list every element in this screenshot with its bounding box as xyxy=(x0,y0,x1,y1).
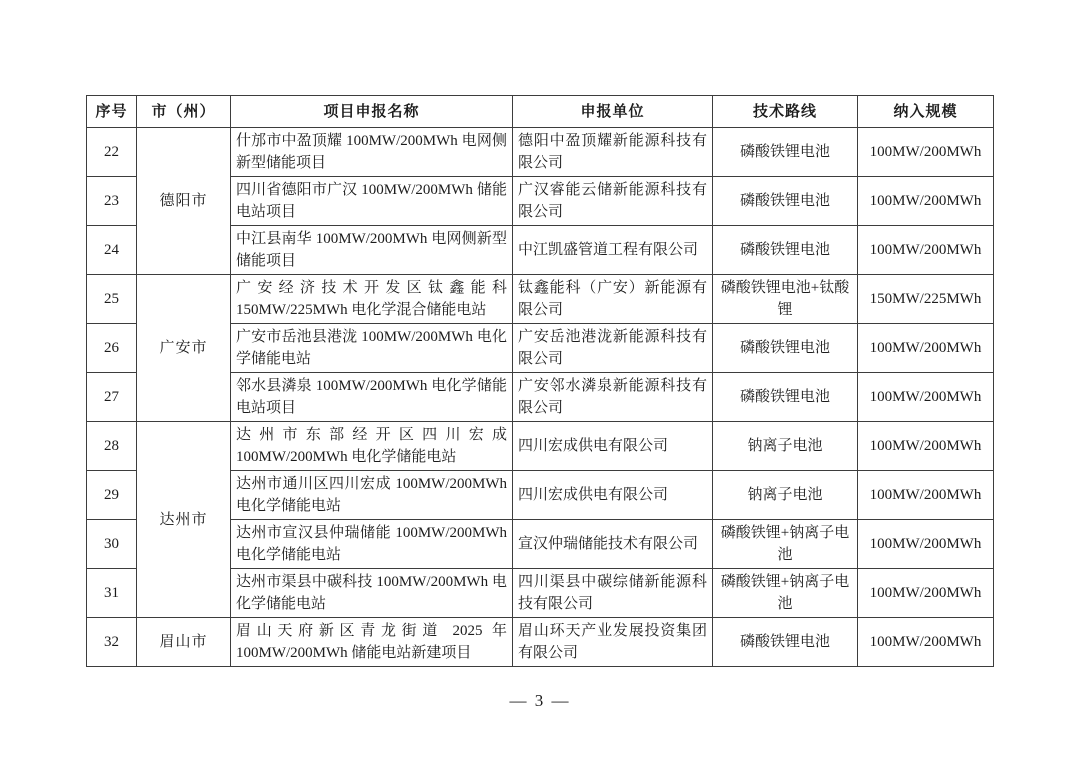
table-body xyxy=(87,128,994,667)
row-serial-number: 24 xyxy=(87,226,137,275)
applicant-cell: 广汉睿能云储新能源科技有限公司 xyxy=(513,177,713,226)
page-number: — 3 — xyxy=(509,691,571,710)
technology-cell: 钠离子电池 xyxy=(713,422,858,471)
scale-cell: 150MW/225MWh xyxy=(858,275,994,324)
row-serial-number: 26 xyxy=(87,324,137,373)
table-row xyxy=(87,128,994,177)
row-serial-number: 31 xyxy=(87,569,137,618)
header-scale: 纳入规模 xyxy=(858,96,994,128)
project-name-cell: 什邡市中盈顶耀 100MW/200MWh 电网侧新型储能项目 xyxy=(231,128,513,177)
applicant-cell: 四川渠县中碳综储新能源科技有限公司 xyxy=(513,569,713,618)
table-row xyxy=(87,618,994,667)
scale-cell: 100MW/200MWh xyxy=(858,569,994,618)
technology-cell: 磷酸铁锂电池 xyxy=(713,324,858,373)
technology-cell: 磷酸铁锂电池 xyxy=(713,177,858,226)
project-name-cell: 达州市宣汉县仲瑞储能 100MW/200MWh 电化学储能电站 xyxy=(231,520,513,569)
header-project-name: 项目申报名称 xyxy=(231,96,513,128)
scale-cell: 100MW/200MWh xyxy=(858,226,994,275)
row-serial-number: 25 xyxy=(87,275,137,324)
technology-cell: 钠离子电池 xyxy=(713,471,858,520)
table-header xyxy=(87,96,994,128)
row-serial-number: 28 xyxy=(87,422,137,471)
city-cell: 德阳市 xyxy=(137,128,231,275)
technology-cell: 磷酸铁锂+钠离子电池 xyxy=(713,520,858,569)
project-name-cell: 达州市东部经开区四川宏成 100MW/200MWh 电化学储能电站 xyxy=(231,422,513,471)
row-serial-number: 22 xyxy=(87,128,137,177)
scale-cell: 100MW/200MWh xyxy=(858,520,994,569)
project-name-cell: 广安市岳池县港泷 100MW/200MWh 电化学储能电站 xyxy=(231,324,513,373)
project-name-cell: 达州市通川区四川宏成 100MW/200MWh 电化学储能电站 xyxy=(231,471,513,520)
header-row xyxy=(87,96,994,128)
header-city: 市（州） xyxy=(137,96,231,128)
scale-cell: 100MW/200MWh xyxy=(858,618,994,667)
scale-cell: 100MW/200MWh xyxy=(858,422,994,471)
applicant-cell: 宣汉仲瑞储能技术有限公司 xyxy=(513,520,713,569)
scale-cell: 100MW/200MWh xyxy=(858,373,994,422)
header-serial-number: 序号 xyxy=(87,96,137,128)
project-name-cell: 中江县南华 100MW/200MWh 电网侧新型储能项目 xyxy=(231,226,513,275)
city-cell: 眉山市 xyxy=(137,618,231,667)
table-row xyxy=(87,422,994,471)
projects-table xyxy=(86,95,994,667)
applicant-cell: 中江凯盛管道工程有限公司 xyxy=(513,226,713,275)
applicant-cell: 钛鑫能科（广安）新能源有限公司 xyxy=(513,275,713,324)
applicant-cell: 广安邻水潾泉新能源科技有限公司 xyxy=(513,373,713,422)
technology-cell: 磷酸铁锂电池 xyxy=(713,618,858,667)
technology-cell: 磷酸铁锂+钠离子电池 xyxy=(713,569,858,618)
applicant-cell: 四川宏成供电有限公司 xyxy=(513,422,713,471)
scale-cell: 100MW/200MWh xyxy=(858,471,994,520)
scale-cell: 100MW/200MWh xyxy=(858,177,994,226)
technology-cell: 磷酸铁锂电池+钛酸锂 xyxy=(713,275,858,324)
scale-cell: 100MW/200MWh xyxy=(858,128,994,177)
row-serial-number: 23 xyxy=(87,177,137,226)
technology-cell: 磷酸铁锂电池 xyxy=(713,373,858,422)
scale-cell: 100MW/200MWh xyxy=(858,324,994,373)
project-name-cell: 四川省德阳市广汉 100MW/200MWh 储能电站项目 xyxy=(231,177,513,226)
project-name-cell: 邻水县潾泉 100MW/200MWh 电化学储能电站项目 xyxy=(231,373,513,422)
city-cell: 达州市 xyxy=(137,422,231,618)
project-name-cell: 达州市渠县中碳科技 100MW/200MWh 电化学储能电站 xyxy=(231,569,513,618)
table-row xyxy=(87,275,994,324)
project-name-cell: 广安经济技术开发区钛鑫能科 150MW/225MWh 电化学混合储能电站 xyxy=(231,275,513,324)
applicant-cell: 德阳中盈顶耀新能源科技有限公司 xyxy=(513,128,713,177)
city-cell: 广安市 xyxy=(137,275,231,422)
applicant-cell: 四川宏成供电有限公司 xyxy=(513,471,713,520)
technology-cell: 磷酸铁锂电池 xyxy=(713,226,858,275)
row-serial-number: 30 xyxy=(87,520,137,569)
applicant-cell: 眉山环天产业发展投资集团有限公司 xyxy=(513,618,713,667)
header-applicant: 申报单位 xyxy=(513,96,713,128)
project-name-cell: 眉山天府新区青龙街道 2025 年 100MW/200MWh 储能电站新建项目 xyxy=(231,618,513,667)
row-serial-number: 32 xyxy=(87,618,137,667)
row-serial-number: 27 xyxy=(87,373,137,422)
applicant-cell: 广安岳池港泷新能源科技有限公司 xyxy=(513,324,713,373)
technology-cell: 磷酸铁锂电池 xyxy=(713,128,858,177)
row-serial-number: 29 xyxy=(87,471,137,520)
header-technology: 技术路线 xyxy=(713,96,858,128)
